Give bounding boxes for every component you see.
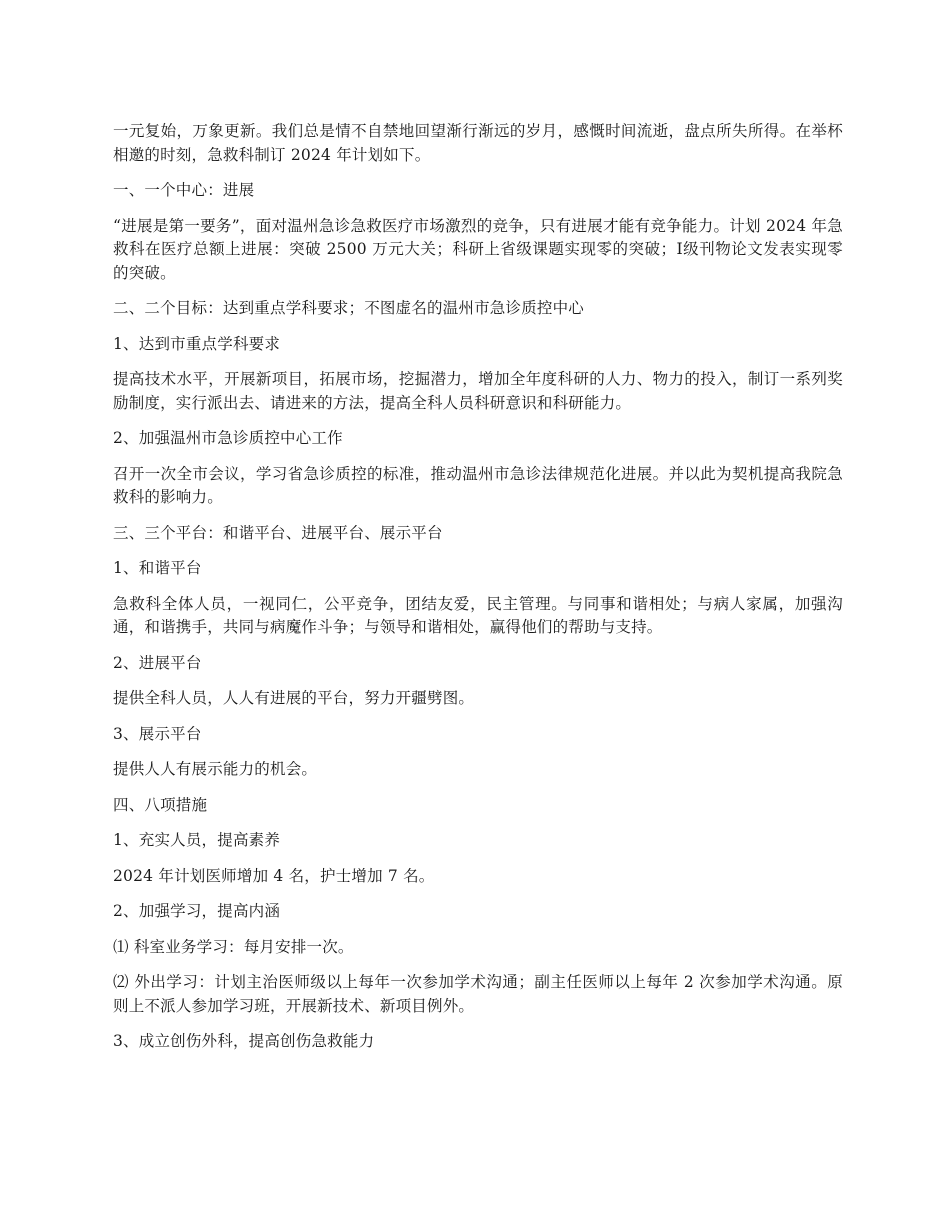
subheading-2-2: 2、加强温州市急诊质控中心工作 bbox=[113, 429, 343, 447]
section-heading-3: 三、三个平台：和谐平台、进展平台、展示平台 bbox=[113, 523, 443, 542]
list-item-4-2-2: ⑵ 外出学习：计划主治医师级以上每年一次参加学术沟通；副主任医师以上每年 2 次参加学术沟通。原则上不派人参加学习班，开展新技术、新项目例外。 bbox=[113, 973, 843, 1015]
subheading-3-1: 1、和谐平台 bbox=[113, 559, 202, 577]
subheading-4-1: 1、充实人员，提高素养 bbox=[113, 831, 281, 849]
subheading-4-2: 2、加强学习，提高内涵 bbox=[113, 902, 281, 920]
intro-paragraph: 一元复始，万象更新。我们总是情不自禁地回望渐行渐远的岁月，感慨时间流逝，盘点所失所得。在举杯相邀的时刻，急救科制订 2024 年计划如下。 bbox=[113, 122, 843, 164]
subheading-4-3: 3、成立创伤外科，提高创伤急救能力 bbox=[113, 1032, 375, 1050]
subheading-3-3: 3、展示平台 bbox=[113, 724, 202, 743]
subsection-3-1-paragraph: 急救科全体人员，一视同仁，公平竞争，团结友爱，民主管理。与同事和谐相处；与病人家属，加强沟通，和谐携手，共同与病魔作斗争；与领导和谐相处，赢得他们的帮助与支持。 bbox=[113, 594, 843, 636]
section-heading-1: 一、一个中心：进展 bbox=[113, 181, 255, 199]
subsection-3-2-paragraph: 提供全科人员，人人有进展的平台，努力开疆劈图。 bbox=[113, 689, 475, 707]
list-item-4-2-1: ⑴ 科室业务学习：每月安排一次。 bbox=[113, 937, 354, 956]
subheading-2-1: 1、达到市重点学科要求 bbox=[113, 334, 281, 353]
subsection-4-1-paragraph: 2024 年计划医师增加 4 名，护士增加 7 名。 bbox=[113, 866, 435, 885]
document-page bbox=[113, 120, 843, 1066]
section-heading-4: 四、八项措施 bbox=[113, 795, 208, 814]
section-heading-2: 二、二个目标：达到重点学科要求；不图虚名的温州市急诊质控中心 bbox=[113, 299, 585, 317]
subsection-2-2-paragraph: 召开一次全市会议，学习省急诊质控的标准，推动温州市急诊法律规范化进展。并以此为契机提高我院急救科的影响力。 bbox=[113, 464, 843, 506]
subsection-3-3-paragraph: 提供人人有展示能力的机会。 bbox=[113, 760, 318, 778]
section-1-paragraph: “进展是第一要务”，面对温州急诊急救医疗市场激烈的竞争，只有进展才能有竞争能力。计划 2024 年急救科在医疗总额上进展：突破 2500 万元大关；科研上省级课题实现零的突破；Ⅰ级刊物论文发表实现零的突破。 bbox=[113, 216, 843, 282]
subheading-3-2: 2、进展平台 bbox=[113, 653, 202, 672]
subsection-2-1-paragraph: 提高技术水平，开展新项目，拓展市场，挖掘潜力，增加全年度科研的人力、物力的投入，制订一系列奖励制度，实行派出去、请进来的方法，提高全科人员科研意识和科研能力。 bbox=[113, 370, 843, 412]
